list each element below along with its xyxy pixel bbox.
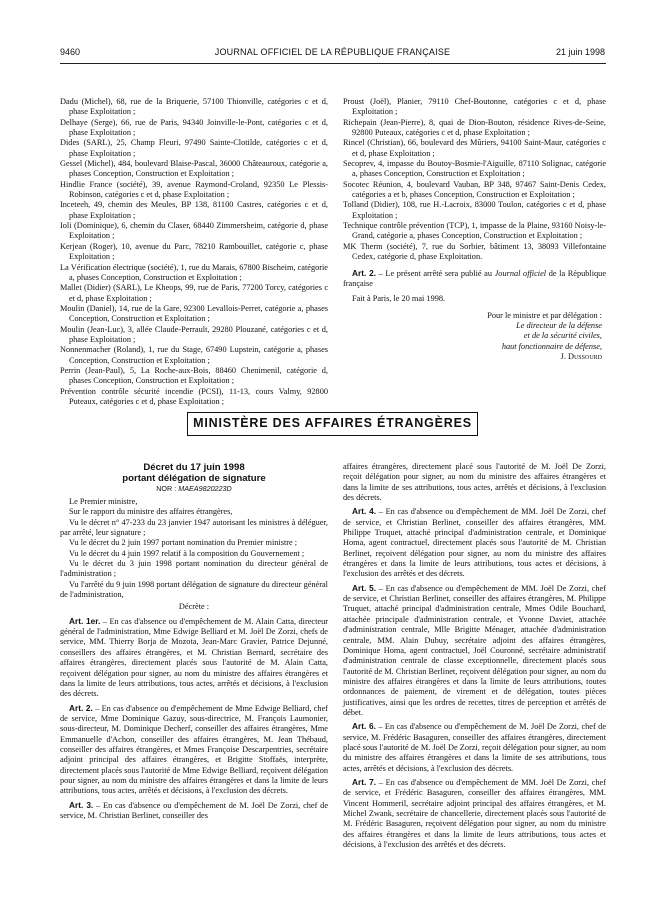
list-item: Dides (SARL), 25, Champ Fleuri, 97490 Sainte-Clotilde, catégories c et d, phase Exploitation ;	[60, 138, 328, 158]
nor-code: MAEA9820223D	[178, 484, 232, 493]
article-text: – En cas d'absence ou d'empêchement de M. Alain Catta, directeur général de l'administration, Mme Edwige Belliard et M. Joël De Zorzi, chefs de service, MM. Thierry Borja de Mozota, Jean-Marc Gravier, Patrice Dejunné, conseillers des affaires étrangères, et M. Christian Bernard, secrétaire des affaires étrangères, directement placés sous l'autorité de M. Alain Catta, reçoivent délégation pour signer, au nom du ministre des affaires étrangères et dans la limite de leurs attributions, tous actes, arrêtés et décisions, à l'exclusion des décrets.	[60, 616, 328, 699]
article-label: Art. 3.	[69, 799, 94, 810]
journal-name: Journal officiel	[494, 268, 547, 278]
signature-block	[343, 311, 606, 363]
page-header	[60, 47, 605, 61]
journal-title: JOURNAL OFFICIEL DE LA RÉPUBLIQUE FRANÇAISE	[214, 47, 451, 57]
article-label: Art. 1er.	[69, 615, 101, 626]
article-text: – En cas d'absence ou d'empêchement de M. Joël De Zorzi, chef de service, M. Christian Berlinet, conseiller des	[60, 800, 328, 820]
preamble-line: Vu le décret n° 47-233 du 23 janvier 1947 autorisant les ministres à déléguer, par arrêté, leur signature ;	[60, 517, 328, 538]
list-item: Proust (Joël), Planier, 79110 Chef-Boutonne, catégories c et d, phase Exploitation ;	[343, 97, 606, 117]
list-item: Richepain (Jean-Pierre), 8, quai de Dion-Bouton, résidence Rives-de-Seine, 92800 Puteaux, catégories c et d, phase Exploitation ;	[343, 117, 606, 138]
list-item: Inceteeh, 49, chemin des Meules, BP 138, 81100 Castres, catégories c et d, phase Exploitation ;	[60, 200, 328, 220]
decree-right-column	[343, 462, 606, 850]
preamble-line: Vu le décret du 4 juin 1997 relatif à la composition du Gouvernement ;	[69, 548, 305, 558]
article-2-publication	[343, 268, 606, 290]
article	[343, 777, 606, 850]
list-item: Tolland (Didier), 108, rue H.-Lacroix, 83000 Toulon, catégories c et d, phase Exploitation ;	[343, 200, 606, 220]
article-label: Art. 6.	[352, 721, 376, 732]
decree-subtitle: portant délégation de signature	[122, 473, 266, 484]
article	[343, 583, 606, 718]
header-rule	[60, 63, 606, 64]
list-item: Dadu (Michel), 68, rue de la Briquerie, 57100 Thionville, catégories c et d, phase Exploitation ;	[60, 97, 328, 117]
article-text: – En cas d'absence ou d'empêchement de MM. Joël De Zorzi, chef de service, et Frédéric Basaguren, conseiller des affaires étrangères, MM. Vincent Hommeril, secrétaire adjoint principal des affaires étrangères, et M. Michel Zwank, secrétaire de chancellerie, directement placés sous l'autorité de M. Frédéric Basaguren, reçoivent délégation pour signer, au nom du ministre des affaires étrangères et dans la limite de leurs attributions, tous actes et décisions, à l'exclusion des arrêtés et des décrets.	[343, 777, 606, 850]
preamble-line: Vu le décret du 2 juin 1997 portant nomination du Premier ministre ;	[69, 538, 298, 548]
article-text: – En cas d'absence ou d'empêchement de M. Joël De Zorzi, chef de service, M. Frédéric Basaguren, conseiller des affaires étrangères, directement placé sous l'autorité de M. Joël De Zorzi, reçoit délégation pour signer, au nom du ministre des affaires étrangères et dans la limite de ses attributions, tous actes, arrêtés et décisions, à l'exclusion des décrets.	[343, 722, 606, 773]
decree-left-column	[60, 462, 328, 821]
article-text: – En cas d'absence ou d'empêchement de MM. Joël De Zorzi, chef de service, et Christian Berlinet, conseiller des affaires étrangères, M. Philippe Truquet, attaché principal d'administration centrale, Mmes Odile Bouchard, attachée principale d'administration centrale, et Yvonne Daviet, attachée d'administration centrale, Mlle Brigitte Ménager, attachée d'administration centrale, MM. Alain Dubuy, secrétaire adjoint des affaires étrangères, Dominique Homa, agent contractuel, Joël Couronné, secrétaire administratif d'administration centrale de classe exceptionnelle, directement placés sous l'autorité de M. Christian Berlinet, reçoivent délégation pour signer, au nom du ministre des affaires étrangères et dans la limite de leurs attributions, toutes ordonnances de paiement, de virement et de délégation, toutes pièces justificatives, ainsi que les ordres de recettes, titres de perception et arrêtés de débet.	[343, 583, 606, 717]
article-label: Art. 5.	[352, 582, 377, 593]
ministry-heading: MINISTÈRE DES AFFAIRES ÉTRANGÈRES	[187, 412, 478, 436]
article	[60, 703, 328, 797]
page-number: 9460	[60, 47, 81, 57]
decree-title: Décret du 17 juin 1998	[143, 462, 245, 473]
signatory-name: J. Dussourd	[560, 351, 602, 361]
signature-line: et de la sécurité civiles,	[523, 331, 602, 341]
article	[343, 721, 606, 774]
list-item: Hindlie France (société), 39, avenue Raymond-Croland, 92350 Le Plessis-Robinson, catégories c et d, phase Exploitation ;	[60, 179, 328, 200]
list-item: Secoprev, 4, impasse du Boutoy-Bosmie-l'Aiguille, 87110 Solignac, catégorie a, phases Conception, Construction et Exploitation ;	[343, 159, 606, 179]
article-text: – En cas d'absence ou d'empêchement de Mme Edwige Belliard, chef de service, Mme Dominique Gazuy, sous-directrice, M. François Laumonier, sous-directeur, M. Dominique Decherf, conseiller des affaires étrangères, Mme Emmanuelle d'Achon, conseiller des affaires étrangères, M. Jean Thébaud, conseiller des affaires étrangères, et Mmes Françoise Descarpentries, secrétaire adjoint principal des affaires étrangères, et Brigitte Stoffaës, interprète, directement placés sous l'autorité de Mme Edwige Belliard, reçoivent délégation pour signer, au nom du ministre des affaires étrangères et dans la limite de leurs attributions, tous actes, arrêtés et décisions, à l'exclusion des décrets.	[60, 703, 329, 796]
article-label: Art. 7.	[352, 776, 377, 787]
article	[60, 800, 328, 822]
preamble-line: Vu l'arrêté du 9 juin 1998 portant délégation de signature du directeur général de l'administration,	[60, 579, 328, 600]
list-item: Moulin (Daniel), 14, rue de la Gare, 92300 Levallois-Perret, catégorie a, phases Conception, Construction et Exploitation ;	[60, 303, 328, 324]
top-left-column	[60, 97, 328, 407]
nor-reference	[60, 484, 328, 494]
signing-place-date: Fait à Paris, le 20 mai 1998.	[352, 294, 446, 304]
signature-line: Le directeur de la défense	[516, 320, 602, 330]
list-item: Ioli (Dominique), 6, chemin du Claser, 68440 Zimmersheim, catégorie d, phase Exploitation ;	[60, 221, 328, 241]
list-item: Kerjean (Roger), 10, avenue du Parc, 78210 Rambouillet, catégorie c, phase Exploitation ;	[60, 241, 328, 262]
list-item: Mallet (Didier) (SARL), Le Kheops, 99, rue de Paris, 77200 Torcy, catégories c et d, phase Exploitation ;	[60, 283, 328, 303]
list-item: Nonnenmacher (Roland), 1, rue du Stage, 67490 Lupstein, catégorie a, phases Conception, Construction et Exploitation ;	[60, 345, 328, 365]
article-text: – En cas d'absence ou d'empêchement de MM. Joël De Zorzi, chef de service, et Christian Berlinet, conseiller des affaires étrangères, MM. Philippe Truquet, attaché principal d'administration centrale, et Dominique Homa, agent contractuel, directement placés sous l'autorité de M. Christian Berlinet, reçoivent délégation pour signer, au nom du ministre des affaires étrangères et dans la limite de leurs attributions, tous actes et décisions, à l'exclusion des arrêtés et des décrets.	[343, 507, 606, 579]
article-label: Art. 4.	[352, 506, 377, 517]
preamble-line: Vu le décret du 3 juin 1998 portant nomination du directeur général de l'administration ;	[60, 559, 328, 579]
issue-date: 21 juin 1998	[555, 47, 605, 57]
list-item: Delhaye (Serge), 66, rue de Paris, 94340 Joinville-le-Pont, catégories c et d, phase Exploitation ;	[60, 117, 328, 138]
signature-line: haut fonctionnaire de défense,	[501, 341, 602, 351]
list-item: Prévention contrôle sécurité incendie (PCSI), 11-13, cours Valmy, 92800 Puteaux, catégories c et d, phase Exploitation ;	[60, 386, 328, 406]
article-text: – Le présent arrêté sera publié au	[376, 268, 495, 278]
list-item: Moulin (Jean-Luc), 3, allée Claude-Perrault, 29280 Plouzané, catégories c et d, phase Exploitation ;	[60, 324, 328, 344]
nor-label: NOR :	[156, 484, 179, 493]
article-text: de la République française	[343, 268, 606, 288]
list-item: Gessel (Michel), 484, boulevard Blaise-Pascal, 36000 Châteauroux, catégorie a, phases Conception, Construction et Exploitation ;	[60, 159, 328, 179]
article-label: Art. 2.	[352, 267, 377, 278]
preamble-line: Le Premier ministre,	[69, 497, 138, 506]
article	[60, 616, 328, 700]
list-item: La Vérification électrique (société), 1, rue du Marais, 67800 Bischeim, catégorie a, phases Conception, Construction et Exploitation ;	[60, 262, 328, 282]
list-item: Socotec Réunion, 4, boulevard Vauban, BP 348, 97467 Saint-Denis Cedex, catégories a et b, phases Conception, Construction et Exploitation ;	[343, 179, 606, 200]
list-item: Rincel (Christian), 66, boulevard des Mûriers, 94100 Saint-Maur, catégories c et d, phase Exploitation ;	[343, 138, 606, 158]
article-label: Art. 2.	[69, 702, 93, 713]
signature-line: Pour le ministre et par délégation :	[487, 310, 602, 320]
list-item: Perrin (Jean-Paul), 5, La Roche-aux-Bois, 88460 Chenimenil, catégorie d, phases Conception, Construction et Exploitation ;	[60, 365, 328, 386]
top-right-column	[343, 97, 606, 362]
preamble-line: Sur le rapport du ministre des affaires étrangères,	[69, 507, 233, 517]
article	[343, 506, 606, 579]
list-item: MK Therm (société), 7, rue du Sorbier, bâtiment 13, 38093 Villefontaine Cedex, catégorie d, phase Exploitation.	[343, 241, 606, 262]
decrete-line: Décrète :	[178, 602, 210, 612]
article-continuation: affaires étrangères, directement placé sous l'autorité de M. Joël De Zorzi, reçoit délégation pour signer, au nom du ministre des affaires étrangères et dans la limite de ses attributions, tous actes, arrêtés et décisions, à l'exclusion des décrets.	[343, 462, 606, 503]
list-item: Technique contrôle prévention (TCP), 1, impasse de la Plaine, 93160 Noisy-le-Grand, catégorie a, phases Conception, Construction et Exploitation ;	[343, 221, 606, 241]
